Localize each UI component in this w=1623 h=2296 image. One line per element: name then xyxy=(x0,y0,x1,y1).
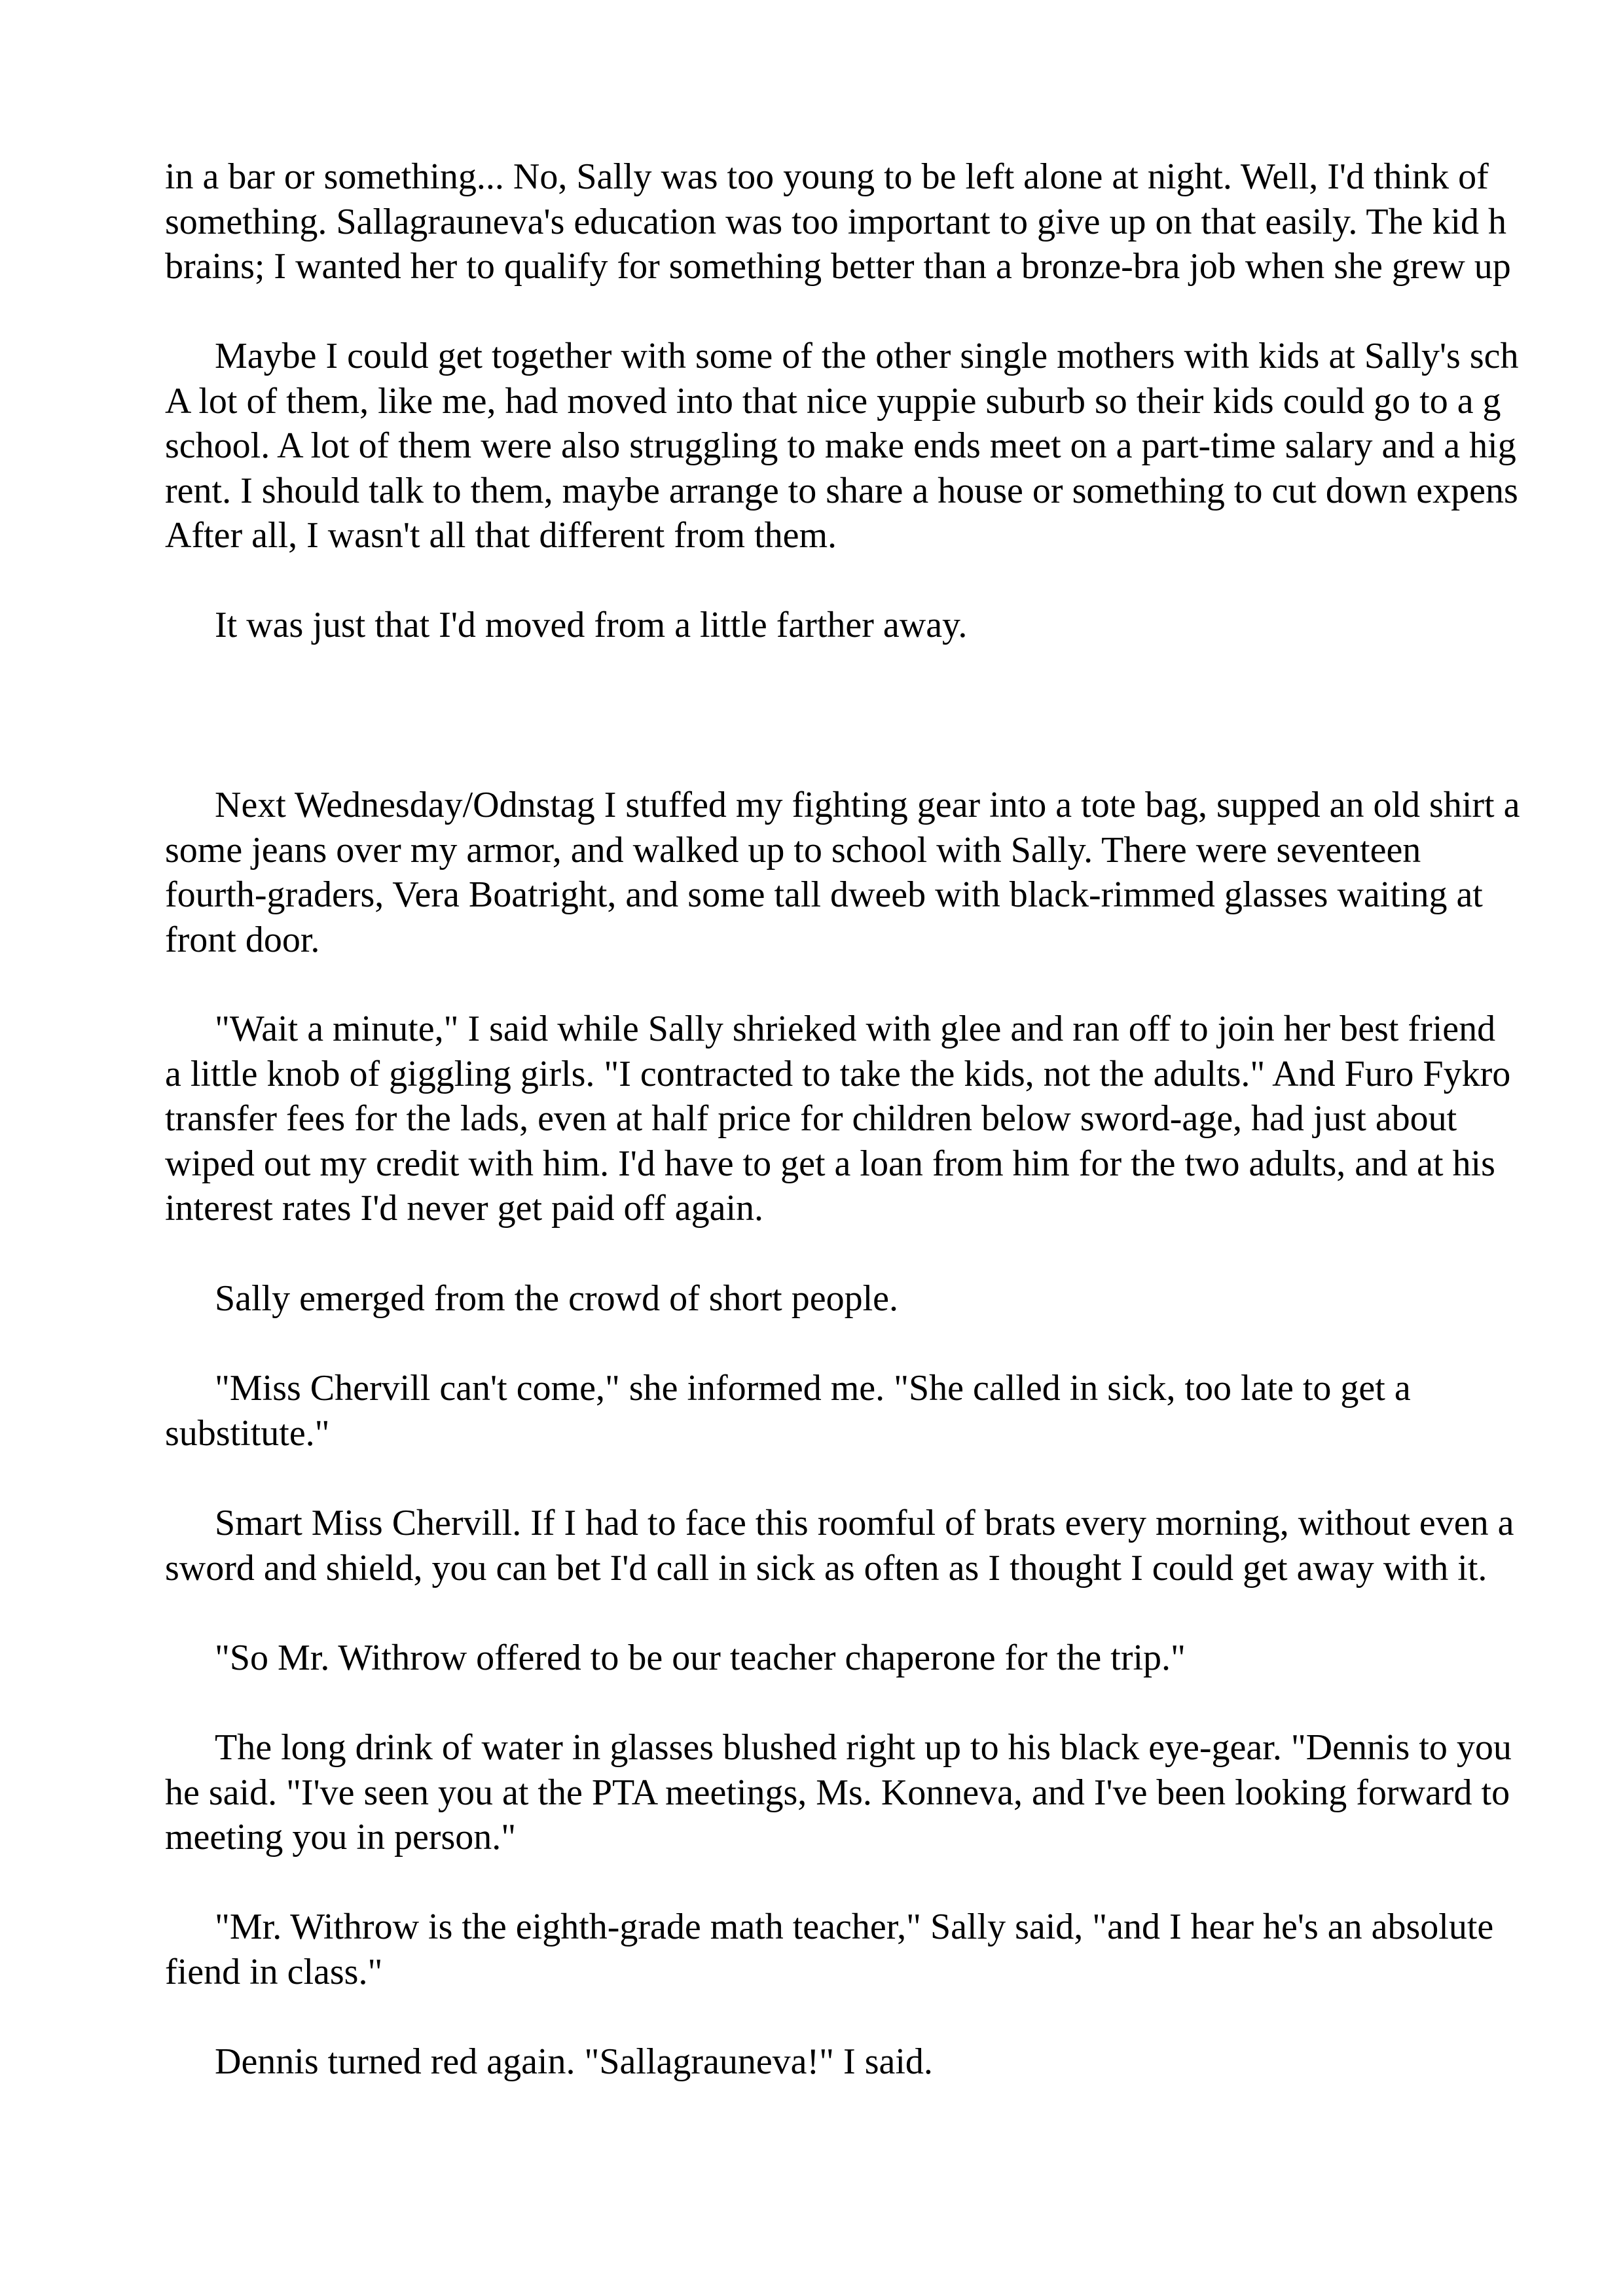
paragraph-11 xyxy=(165,1905,1493,1994)
text-line: in a bar or something... No, Sally was too young to be left alone at night. Well, I'd think of xyxy=(165,156,1489,197)
text-line: a little knob of giggling girls. "I contracted to take the kids, not the adults." And Furo Fykro xyxy=(165,1053,1511,1094)
paragraph-3 xyxy=(165,603,967,648)
text-line: Next Wednesday/Odnstag I stuffed my fighting gear into a tote bag, supped an old shirt a xyxy=(215,785,1520,825)
paragraph-7 xyxy=(165,1366,1411,1456)
paragraph-5 xyxy=(165,1007,1510,1231)
text-line: Smart Miss Chervill. If I had to face this roomful of brats every morning, without even a xyxy=(215,1503,1514,1543)
text-line: "Wait a minute," I said while Sally shrieked with glee and ran off to join her best friend xyxy=(215,1009,1496,1049)
text-line: school. A lot of them were also struggling to make ends meet on a part-time salary and a hig xyxy=(165,425,1516,466)
text-line: After all, I wasn't all that different from them. xyxy=(165,515,837,556)
text-line: some jeans over my armor, and walked up to school with Sally. There were seventeen xyxy=(165,829,1421,870)
text-line: something. Sallagrauneva's education was too important to give up on that easily. The kid h xyxy=(165,201,1507,242)
text-line: "Miss Chervill can't come," she informed me. "She called in sick, too late to get a xyxy=(215,1368,1411,1408)
paragraph-12 xyxy=(165,2039,933,2085)
text-line: "Mr. Withrow is the eighth-grade math teacher," Sally said, "and I hear he's an absolute xyxy=(215,1907,1494,1947)
text-line: Sally emerged from the crowd of short people. xyxy=(215,1278,899,1319)
paragraph-10 xyxy=(165,1725,1512,1860)
paragraph-4 xyxy=(165,783,1520,962)
text-line: rent. I should talk to them, maybe arrange to share a house or something to cut down expens xyxy=(165,470,1518,511)
paragraph-9 xyxy=(165,1636,1186,1681)
paragraph-2 xyxy=(165,334,1519,558)
text-line: Dennis turned red again. "Sallagrauneva!" I said. xyxy=(215,2041,933,2082)
text-line: sword and shield, you can bet I'd call in sick as often as I thought I could get away with it. xyxy=(165,1547,1487,1588)
text-line: It was just that I'd moved from a little farther away. xyxy=(215,605,968,645)
text-line: he said. "I've seen you at the PTA meetings, Ms. Konneva, and I've been looking forward to xyxy=(165,1772,1510,1813)
text-line: front door. xyxy=(165,919,320,960)
text-line: A lot of them, like me, had moved into that nice yuppie suburb so their kids could go to a g xyxy=(165,380,1501,422)
text-line: transfer fees for the lads, even at half price for children below sword-age, had just about xyxy=(165,1098,1457,1139)
paragraph-6 xyxy=(165,1276,898,1321)
text-line: fiend in class." xyxy=(165,1951,383,1992)
text-line: "So Mr. Withrow offered to be our teacher chaperone for the trip." xyxy=(215,1638,1186,1678)
document-page xyxy=(165,154,1623,2249)
text-line: Maybe I could get together with some of the other single mothers with kids at Sally's sch xyxy=(215,336,1519,376)
text-line: brains; I wanted her to qualify for something better than a bronze-bra job when she grew up xyxy=(165,246,1511,287)
text-line: wiped out my credit with him. I'd have to get a loan from him for the two adults, and at his xyxy=(165,1143,1495,1184)
text-line: meeting you in person." xyxy=(165,1817,517,1857)
text-line: fourth-graders, Vera Boatright, and some tall dweeb with black-rimmed glasses waiting at xyxy=(165,874,1483,915)
text-line: The long drink of water in glasses blushed right up to his black eye-gear. "Dennis to you xyxy=(215,1727,1512,1768)
paragraph-8 xyxy=(165,1501,1514,1590)
paragraph-1 xyxy=(165,154,1511,289)
text-line: substitute." xyxy=(165,1412,330,1454)
text-line: interest rates I'd never get paid off again. xyxy=(165,1188,764,1229)
